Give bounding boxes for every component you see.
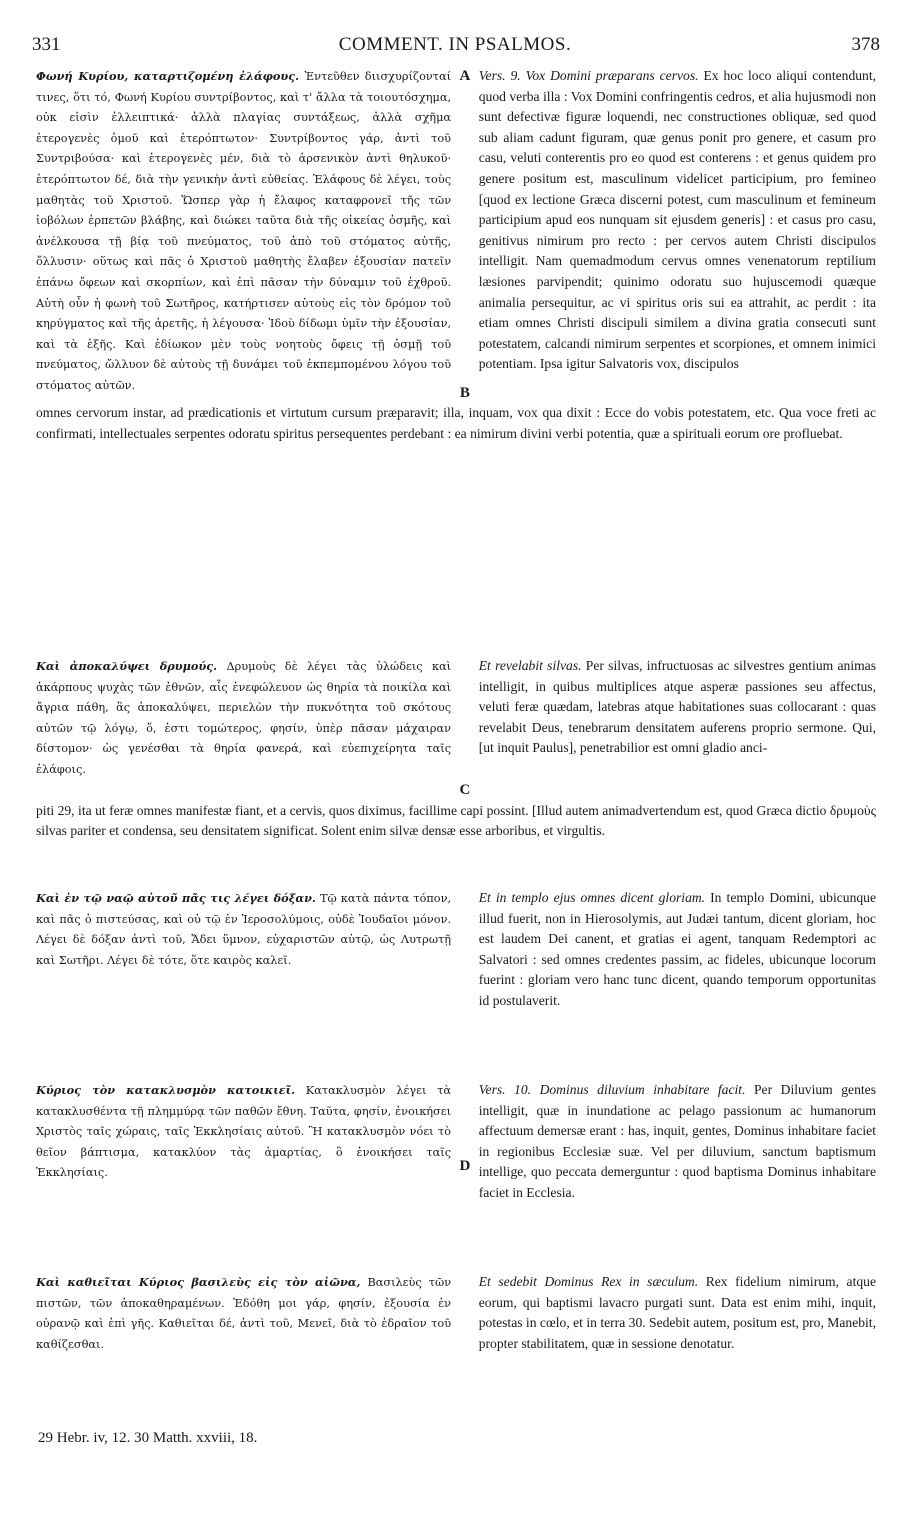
greek-column — [36, 656, 451, 781]
latin-column — [479, 66, 876, 375]
latin-column — [479, 888, 876, 1012]
section-4 — [36, 1080, 876, 1204]
section-5 — [36, 1272, 876, 1355]
greek-column — [36, 66, 451, 397]
margin-marker: B — [459, 384, 470, 401]
greek-commentary: Κατακλυσμὸν λέγει τὰ κατακλυσθέντα τῇ πλημμύρᾳ τῶν παθῶν ἔθνη. Ταῦτα, φησίν, ἐνοικήσει Χριστὸς ταῖς χώραις, ταῖς Ἐκκλησίαις αὐτοῦ. Ἢ κατακλυσμὸν νόει τὸ θεῖον βάπτισμα, κατακλύον τὰς ἁμαρτίας, ὃ ἐνοικήσει ταῖς Ἐκκλησίαις. — [36, 1084, 452, 1180]
greek-commentary: Δρυμοὺς δὲ λέγει τὰς ὑλώδεις καὶ ἀκάρπους ψυχὰς τῶν ἐθνῶν, αἷς ἐνεφώλευον ὡς θηρία τὰ ποικίλα καὶ ἄγρια πάθη, ἃς ἀποκαλύψει, περιελὼν τὴν πυκνότητα τοῦ σκότους αὐτῶν τῷ λόγῳ, ὅ, ἐστι τομώτερος, φησίν, ὑπὲρ πᾶσαν μάχαιραν δίστομον· ὡς γενέσθαι τὰ θηρία φανερά, καὶ εὐεπιχείρητα ταῖς ἐλάφοις. — [36, 660, 452, 776]
greek-lemma: Κύριος τὸν κατακλυσμὸν κατοικιεῖ. — [36, 1083, 296, 1097]
latin-lemma: Vers. 9. Vox Domini præparans cervos. — [478, 68, 699, 83]
latin-column — [479, 1080, 876, 1204]
greek-lemma: Φωνή Κυρίου, καταρτιζομένη ἐλάφους. — [36, 69, 300, 83]
latin-column — [479, 656, 876, 759]
greek-lemma: Καὶ καθιεῖται Κύριος βασιλεὺς εἰς τὸν αἰῶνα, — [36, 1275, 361, 1289]
greek-column — [36, 888, 451, 971]
latin-lemma: Et revelabit silvas. — [478, 658, 582, 673]
margin-markers — [451, 1080, 479, 1177]
greek-column — [36, 1080, 451, 1184]
greek-commentary: Τῷ κατὰ πάντα τόπον, καὶ πᾶς ὁ πιστεύσας, καὶ οὐ τῷ ἐν Ἱεροσολύμοις, οὐδὲ Ἰουδαῖοι μόνον. Λέγει δὲ δόξαν ἀντὶ τοῦ, Ἄδει ὕμνον, εὐχαριστῶν αὐτῷ, ὡς Λυτρωτῇ καὶ Σωτῆρι. Λέγει δὲ τότε, ὅτε καιρὸς καλεῖ. — [36, 892, 452, 967]
full-width-text: piti 29, ita ut feræ omnes manifestæ fiant, et a cervis, quos diximus, facillime capi possint. [Illud autem animadvertendum est, quod Græca dictio δρυμοὺς silvas pariter et condensa, seu densitatem significat. Solent enim silvæ densæ esse arboribus, et virgultis. — [36, 802, 876, 839]
running-title: COMMENT. IN PSALMOS. — [338, 34, 572, 55]
greek-commentary: Βασιλεὺς τῶν πιστῶν, τῶν ἀποκαθηραμένων. Ἐδόθη μοι γάρ, φησίν, ἐξουσία ἐν οὐρανῷ καὶ ἐπὶ γῆς. Καθιεῖται δέ, ἀντὶ τοῦ, Μενεῖ, διὰ τὸ ἑδραῖον τοῦ καθίζεσθαι. — [36, 1276, 452, 1351]
page-number-left: 331 — [32, 34, 61, 55]
latin-lemma: Vers. 10. Dominus diluvium inhabitare facit. — [478, 1082, 746, 1097]
latin-lemma: Et sedebit Dominus Rex in sæculum. — [478, 1274, 699, 1289]
latin-commentary: Per silvas, infructuosas ac silvestres gentium animas intelligit, in quibus multiplices atque asperæ passiones seu affectus, veluti feræ quædam, latebras atque habitationes suas collocarant : quas revelabit Deus, tenebrarum densitatem auferens proprio sermone. Qui, [ut inquit Paulus], penetrabilior est omni gladio anci- — [478, 658, 876, 756]
margin-markers — [451, 656, 479, 801]
margin-marker: A — [459, 68, 471, 84]
margin-marker: D — [459, 1158, 471, 1174]
greek-commentary: Ἐντεῦθεν διισχυρίζονταί τινες, ὅτι τό, Φωνή Κυρίου συντρίβοντος, καὶ τ' ἄλλα τὰ τοιουτόσχημα, οὐκ εἰσὶν ἐλλειπτικά· ἀλλὰ πλαγίας συντάξεως, ἀλλὰ σχῆμα ἑτερογενὲς ὁμοῦ καὶ ἑτερόπτωτον· Συντρίβοντος γάρ, ἀντὶ τοῦ Συντριβούσα· καὶ ἑτερογενὲς μέν, διὰ τὸ ἀρσενικὸν ἀντὶ θηλυκοῦ· ἑτερόπτωτον δέ, διὰ τὴν γενικὴν ἀντὶ εὐθείας. Ἐλάφους δὲ λέγει, τοὺς μαθητὰς τοῦ Χριστοῦ. Ὥσπερ γὰρ ἡ ἔλαφος καταφρονεῖ τῆς τῶν ἰοβόλων ἑρπετῶν βλάβης, καὶ διώκει ταῦτα διὰ τῆς οἰκείας ὀσμῆς, καὶ ἀνέλκουσα τῇ βίᾳ τοῦ πνεύματος, τοῦ ἀπὸ τοῦ στόματος αὐτῆς, ὄλλυσιν· οὕτως καὶ πᾶς ὁ Χριστοῦ μαθητὴς ἔλαβεν ἐξουσίαν πατεῖν ἐπάνω ὄφεων καὶ σκορπίων, καὶ ἐπὶ πᾶσαν τὴν δύναμιν τοῦ ἐχθροῦ. Αὐτὴ οὖν ἡ φωνὴ τοῦ Σωτῆρος, κατήρτισεν αὐτοὺς εἰς τὸν δρόμον τοῦ κηρύγματος καὶ τῆς ἀρετῆς, ἡ λέγουσα· Ἰδοὺ δίδωμι ὑμῖν τὴν ἐξουσίαν, καὶ τὰ ἑξῆς. Καὶ ἐδίωκον μὲν τοὺς νοητοὺς ὄφεις τῇ ὀσμῇ τοῦ πνεύματος, ὤλλυον δὲ αὐτοὺς τῇ δυνάμει τοῦ ἐκπεμπομένου λόγου τοῦ στόματος αὐτῶν. — [36, 70, 452, 392]
full-width-text: omnes cervorum instar, ad prædicationis et virtutum cursum præparavit; illa, inquam, vox qua dixit : Ecce do vobis potestatem, etc. Qua voce freti ac confirmati, intellectuales serpentes odoratu spiritus persequentes perdebant : ea nimirum divini verbi potentia, quæ a spirituali eorum ore profluebat. — [36, 405, 876, 441]
latin-commentary: Rex fidelium nimirum, atque eorum, qui baptismi lavacro purgati sunt. Data est enim mihi, inquit, potestas in cœlo, et in terra 30. Sedebit autem, positum est, pro, Manebit, propter stabilitatem, quæ in sessione denotatur. — [478, 1274, 876, 1351]
greek-column — [36, 1272, 451, 1355]
latin-lemma: Et in templo ejus omnes dicent gloriam. — [478, 890, 706, 905]
footnotes: 29 Hebr. iv, 12. 30 Matth. xxviii, 18. — [38, 1430, 258, 1446]
margin-marker: C — [459, 782, 471, 798]
latin-column — [479, 1272, 876, 1354]
page-header — [30, 34, 880, 58]
section-3 — [36, 888, 876, 1012]
latin-commentary: Per Diluvium gentes intelligit, quæ in inundatione ac pelago passionum ac humanorum affectuum demersæ erant : has, inquit, gentes, Dominus inhabitare faciet in regionibus Ecclesiæ suæ. Vel per diluvium, sanctum baptismum intellige, quo peccata demerguntur : quod baptisma Dominus inhabitare faciet in Ecclesia. — [478, 1082, 876, 1200]
latin-commentary: In templo Domini, ubicunque illud fuerit, non in Hierosolymis, aut Judæi tantum, dicent gloriam, hoc est laudem Dei canent, et gratias ei agent, tanquam Redemptori ac Salvatori : sed omnes credentes passim, ac fideles, ubicunque locorum fuerint : gloriam vero hanc tunc dicent, quando temporum opportunitas id postulaverit. — [478, 890, 876, 1008]
section-2 — [36, 656, 876, 842]
latin-commentary: Ex hoc loco aliqui contendunt, quod verba illa : Vox Domini confringentis cedros, et alia hujusmodi non sunt defectivæ figuræ loquendi, nec constructiones obliquæ, sed quod sub aliam cadunt figuram, quæ genus ponit pro genere, et casum pro casu, veluti conterentis pro eo quod est conterens : et genus quidem pro genere positum est, masculinum videlicet participium, pro femineo [quod ex lectione Græca discerni potest, cum masculinum et femineum participium apud eos nunquam sit ejusdem generis] : et casus pro casu, genitivus nimirum pro recto : per cervos autem Christi discipulos intelligit. Nam quemadmodum cervus omnes venenatorum reptilium læsiones parvipendit; quinimo odoratu suo hujuscemodi quæque animalia persequitur, ac vi spiritus oris sui ea attrahit, ac perdit : ita etiam omnes Christi discipuli similem a divina gratia consecuti sunt potestatem, calcandi nimirum serpentes et scorpiones, et omnem inimici potentiam. Ipsa igitur Salvatoris vox, discipulos — [478, 68, 877, 372]
greek-lemma: Καὶ ἀποκαλύψει δρυμούς. — [36, 659, 218, 673]
greek-lemma: Καὶ ἐν τῷ ναῷ αὐτοῦ πᾶς τις λέγει δόξαν. — [36, 891, 316, 905]
margin-markers — [451, 66, 479, 403]
section-1 — [36, 66, 876, 444]
page-number-right: 378 — [851, 34, 880, 55]
